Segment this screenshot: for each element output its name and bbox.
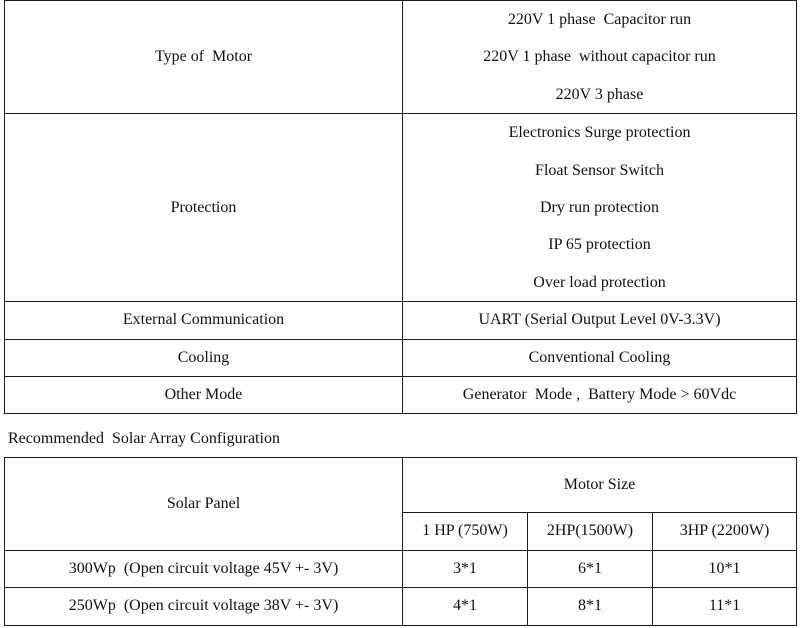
solar-header-row xyxy=(5,458,797,513)
config-cell xyxy=(403,588,528,626)
motor-size-header xyxy=(403,458,797,513)
spec-label xyxy=(5,1,403,114)
config-cell xyxy=(403,550,528,588)
spec-label xyxy=(5,114,403,302)
motor-size-col xyxy=(403,513,528,551)
motor-size-header-text: Motor Size xyxy=(563,476,636,493)
config-value: 8*1 xyxy=(578,597,602,615)
spec-value-line: Dry run protection xyxy=(539,198,660,216)
solar-panel-cell xyxy=(5,588,403,626)
spec-value-line: UART (Serial Output Level 0V-3.3V) xyxy=(478,311,721,329)
spec-label xyxy=(5,376,403,413)
spec-value-line: 220V 3 phase xyxy=(555,85,644,103)
solar-array-table xyxy=(4,457,797,626)
config-value: 10*1 xyxy=(708,559,741,577)
table-row xyxy=(5,550,797,588)
spec-label xyxy=(5,339,403,376)
spec-value-line: Over load protection xyxy=(533,273,666,291)
spec-value xyxy=(403,376,797,413)
spec-row-motor-type xyxy=(5,1,797,114)
config-value: 4*1 xyxy=(453,597,477,615)
spec-label-text: Type of Motor xyxy=(154,48,253,66)
config-value: 6*1 xyxy=(578,559,602,577)
section-title: Recommended Solar Array Configuration xyxy=(8,430,280,447)
solar-panel-text: 300Wp (Open circuit voltage 45V +- 3V) xyxy=(68,559,339,577)
spec-value-line: Conventional Cooling xyxy=(528,348,671,366)
spec-label xyxy=(5,302,403,339)
solar-panel-header xyxy=(5,458,403,551)
motor-size-label: 2HP(1500W) xyxy=(546,522,634,540)
spec-value xyxy=(403,114,797,302)
spec-label-text: Other Mode xyxy=(164,386,243,404)
spec-row-cooling xyxy=(5,339,797,376)
solar-panel-cell xyxy=(5,550,403,588)
solar-panel-header-text: Solar Panel xyxy=(166,494,241,512)
config-cell xyxy=(653,588,797,626)
spec-value-line: Float Sensor Switch xyxy=(535,161,664,179)
spec-row-external-communication xyxy=(5,302,797,339)
config-value: 11*1 xyxy=(708,597,741,615)
config-value: 3*1 xyxy=(453,559,477,577)
spec-value-line: IP 65 protection xyxy=(548,236,651,254)
spec-value-line: 220V 1 phase Capacitor run xyxy=(507,11,692,28)
spec-row-protection xyxy=(5,114,797,302)
config-cell xyxy=(528,550,653,588)
spec-value xyxy=(403,302,797,339)
table-row xyxy=(5,588,797,626)
motor-spec-table xyxy=(4,0,797,414)
spec-label-text: Protection xyxy=(170,198,237,216)
motor-size-label: 1 HP (750W) xyxy=(422,522,508,540)
config-cell xyxy=(528,588,653,626)
spec-value-line: 220V 1 phase without capacitor run xyxy=(483,48,716,66)
spec-value-line: Electronics Surge protection xyxy=(508,124,691,142)
motor-size-col xyxy=(528,513,653,551)
solar-panel-text: 250Wp (Open circuit voltage 38V +- 3V) xyxy=(68,597,339,615)
spec-value xyxy=(403,1,797,114)
config-cell xyxy=(653,550,797,588)
spec-value xyxy=(403,339,797,376)
spec-label-text: Cooling xyxy=(177,348,230,366)
motor-size-col xyxy=(653,513,797,551)
motor-size-label: 3HP (2200W) xyxy=(679,522,770,540)
spec-row-other-mode xyxy=(5,376,797,413)
spec-label-text: External Communication xyxy=(122,311,285,329)
spec-value-line: Generator Mode , Battery Mode > 60Vdc xyxy=(462,386,737,404)
